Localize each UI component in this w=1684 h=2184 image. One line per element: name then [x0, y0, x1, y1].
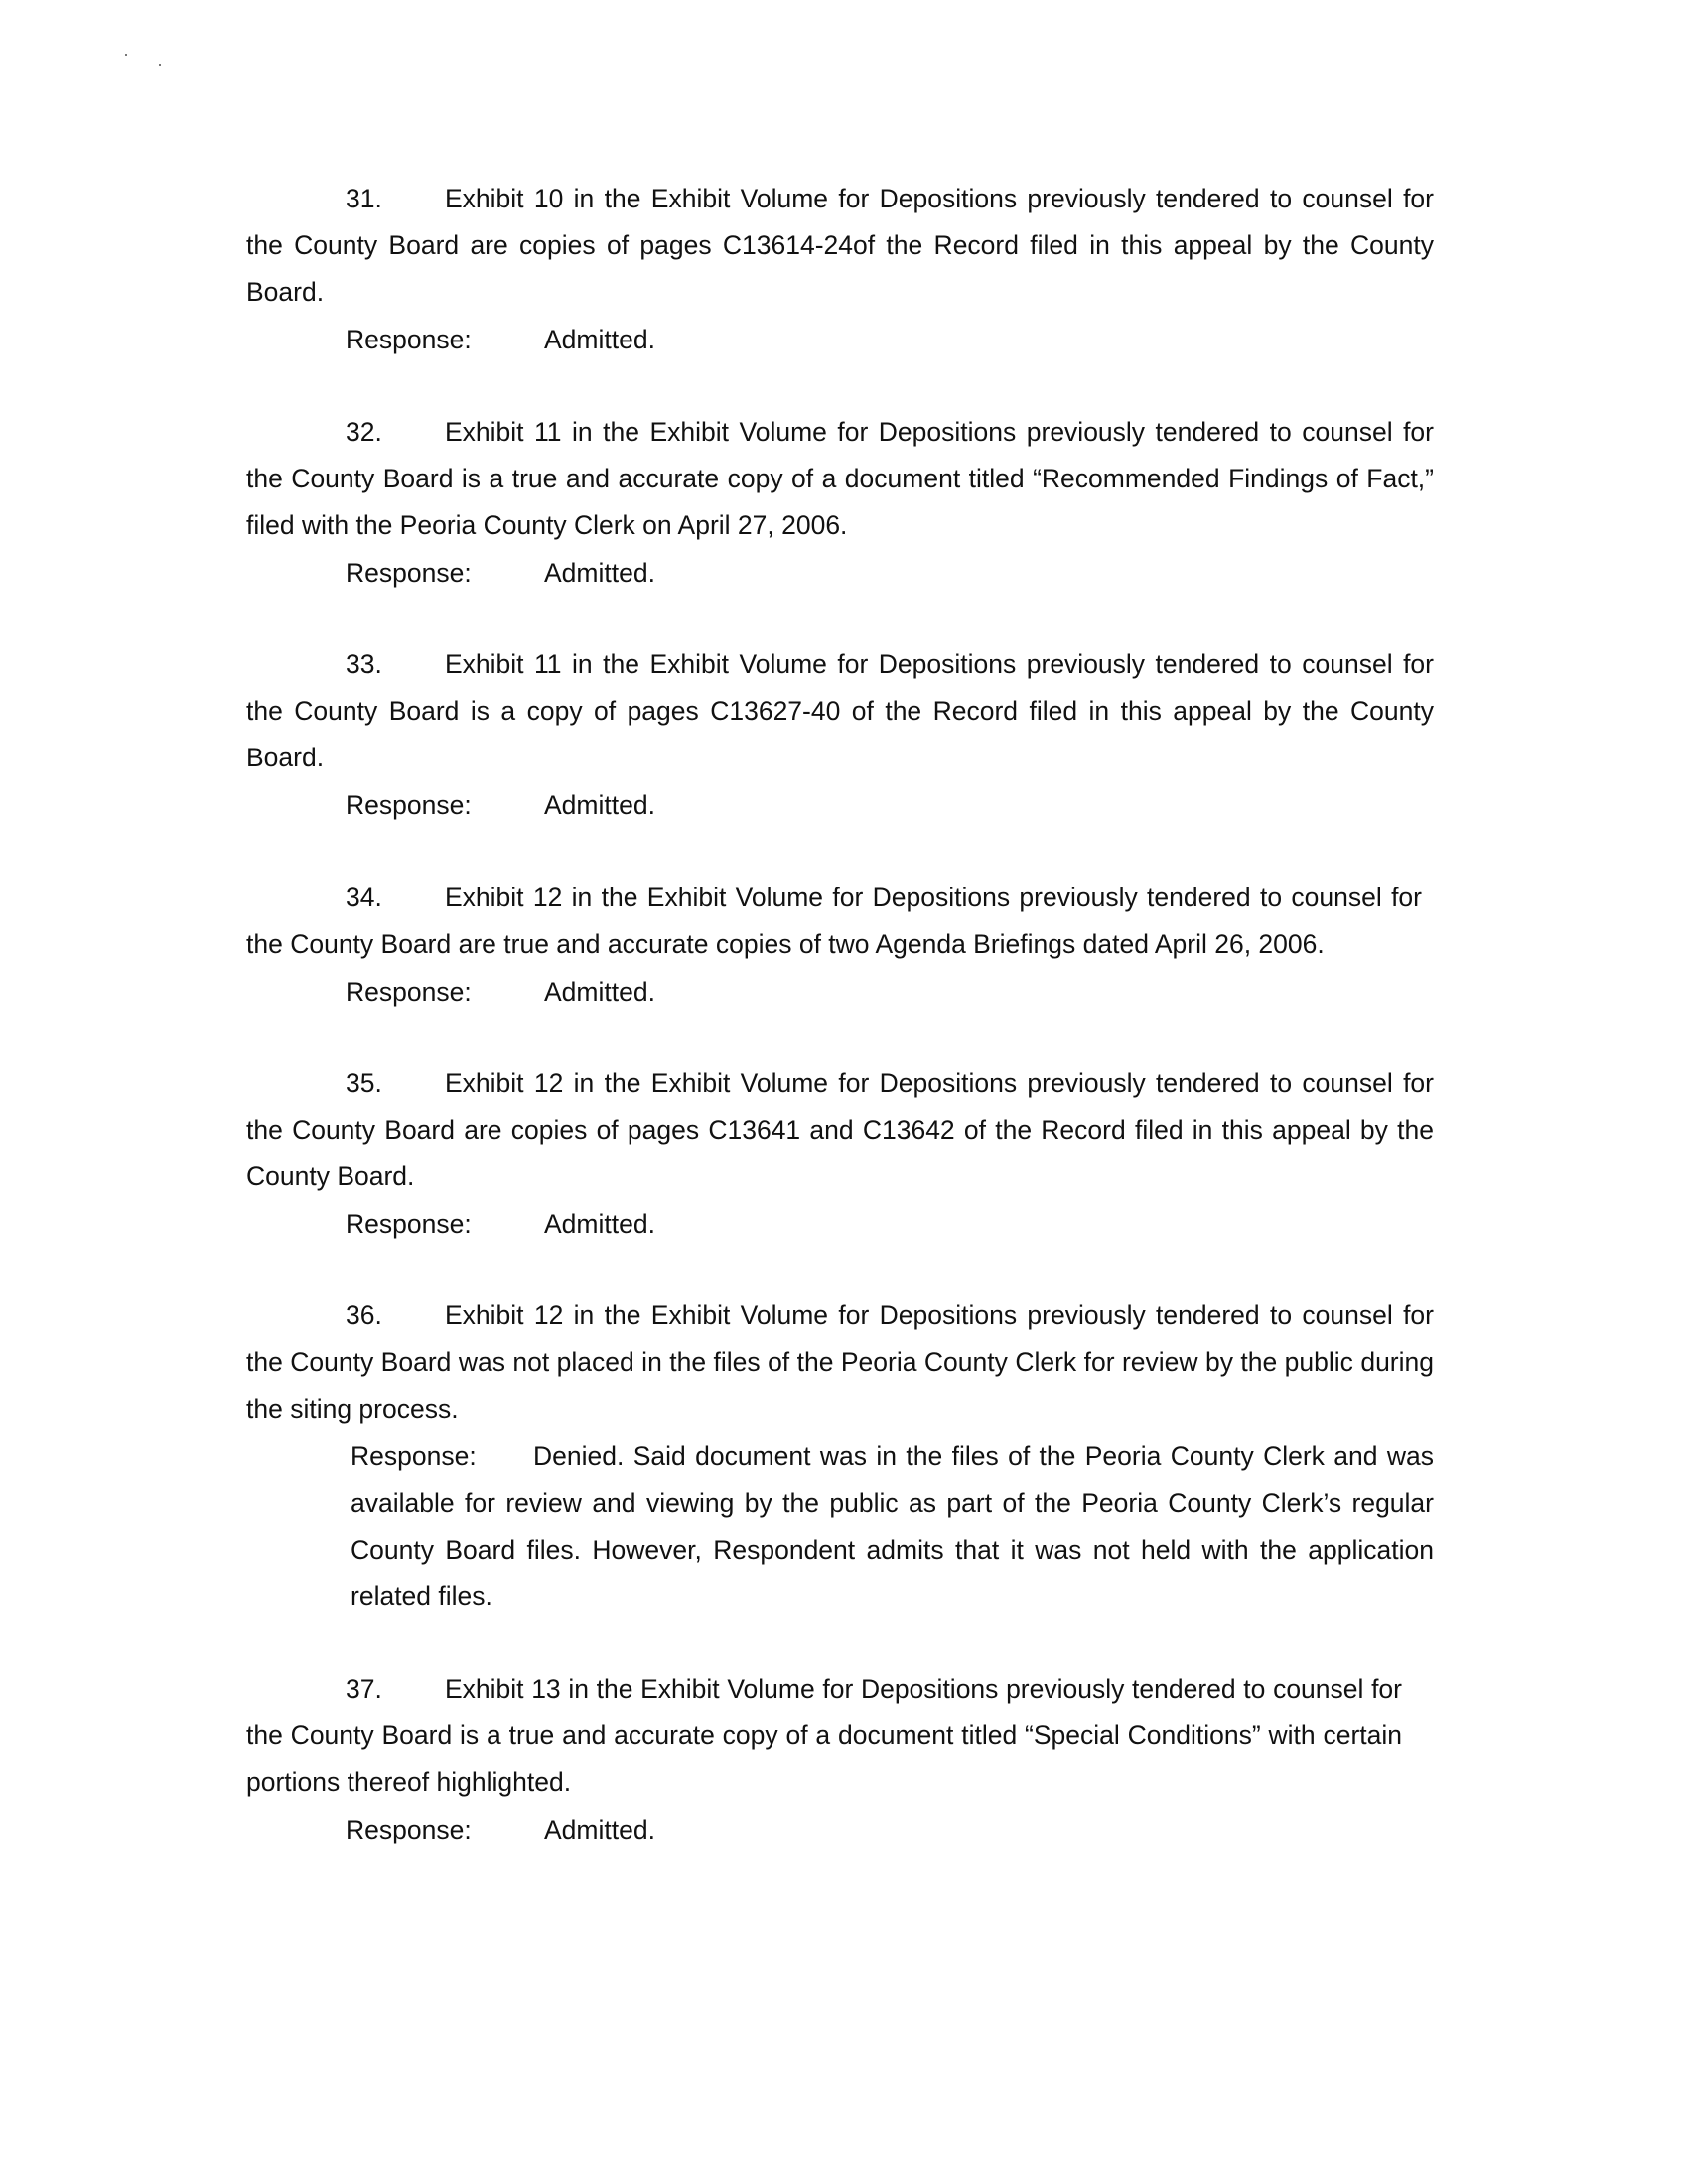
paragraph-number: 36. [346, 1300, 382, 1330]
response-text: Admitted. [544, 558, 655, 588]
response-label: Response: [346, 1815, 472, 1844]
paragraph-number: 35. [346, 1068, 382, 1098]
response [246, 1433, 1434, 1620]
response-text: Admitted. [544, 325, 655, 354]
response-label: Response: [346, 977, 472, 1007]
paragraph-text: Exhibit 11 in the Exhibit Volume for Depositions previously tendered to counsel for the County Board is a true and accurate copy of a document titled “Recommended Findings of Fact,” filed with the Peoria County Clerk on April 27, 2006. [246, 417, 1434, 540]
paragraph-number: 31. [346, 184, 382, 213]
numbered-paragraph-32 [246, 409, 1434, 597]
numbered-paragraph-37 [246, 1666, 1402, 1853]
scan-speck [159, 64, 161, 66]
numbered-paragraph-35 [246, 1060, 1434, 1248]
numbered-paragraph-34 [246, 875, 1422, 1016]
paragraph-number: 32. [346, 417, 382, 447]
response-text: Admitted. [544, 977, 655, 1007]
paragraph-text: Exhibit 11 in the Exhibit Volume for Depositions previously tendered to counsel for the County Board is a copy of pages C13627-40 of the Record filed in this appeal by the County Board. [246, 649, 1434, 772]
response-text: Denied. Said document was in the files of the Peoria County Clerk and was available for review and viewing by the public as part of the Peoria County Clerk’s regular County Board files. However, Respondent admits that it was not held with the application related files. [351, 1441, 1434, 1611]
paragraph-number: 34. [346, 883, 382, 912]
response [246, 550, 1434, 597]
response-label: Response: [346, 790, 472, 820]
scan-speck [125, 54, 127, 56]
response [246, 1807, 1402, 1853]
response-label: Response: [351, 1441, 477, 1471]
numbered-paragraph-36 [246, 1293, 1434, 1620]
numbered-paragraph-31 [246, 176, 1434, 363]
response [246, 317, 1434, 363]
response-text: Admitted. [544, 1209, 655, 1239]
response-text: Admitted. [544, 790, 655, 820]
paragraph-number: 33. [346, 649, 382, 679]
numbered-paragraph-33 [246, 641, 1434, 829]
response [246, 969, 1422, 1016]
response-label: Response: [346, 1209, 472, 1239]
paragraph-number: 37. [346, 1674, 382, 1704]
response-label: Response: [346, 558, 472, 588]
response-text: Admitted. [544, 1815, 655, 1844]
paragraph-text: Exhibit 12 in the Exhibit Volume for Depositions previously tendered to counsel for the County Board are copies of pages C13641 and C13642 of the Record filed in this appeal by the County Board. [246, 1068, 1434, 1191]
paragraph-text: Exhibit 12 in the Exhibit Volume for Depositions previously tendered to counsel for the County Board are true and accurate copies of two Agenda Briefings dated April 26, 2006. [246, 883, 1422, 959]
response [246, 1201, 1434, 1248]
paragraph-text: Exhibit 10 in the Exhibit Volume for Depositions previously tendered to counsel for the County Board are copies of pages C13614-24of the Record filed in this appeal by the County Board. [246, 184, 1434, 307]
paragraph-text: Exhibit 12 in the Exhibit Volume for Depositions previously tendered to counsel for the County Board was not placed in the files of the Peoria County Clerk for review by the public during the siting process. [246, 1300, 1434, 1424]
paragraph-text: Exhibit 13 in the Exhibit Volume for Depositions previously tendered to counsel for the County Board is a true and accurate copy of a document titled “Special Conditions” with certain portions thereof highlighted. [246, 1674, 1402, 1797]
response-label: Response: [346, 325, 472, 354]
response [246, 782, 1434, 829]
